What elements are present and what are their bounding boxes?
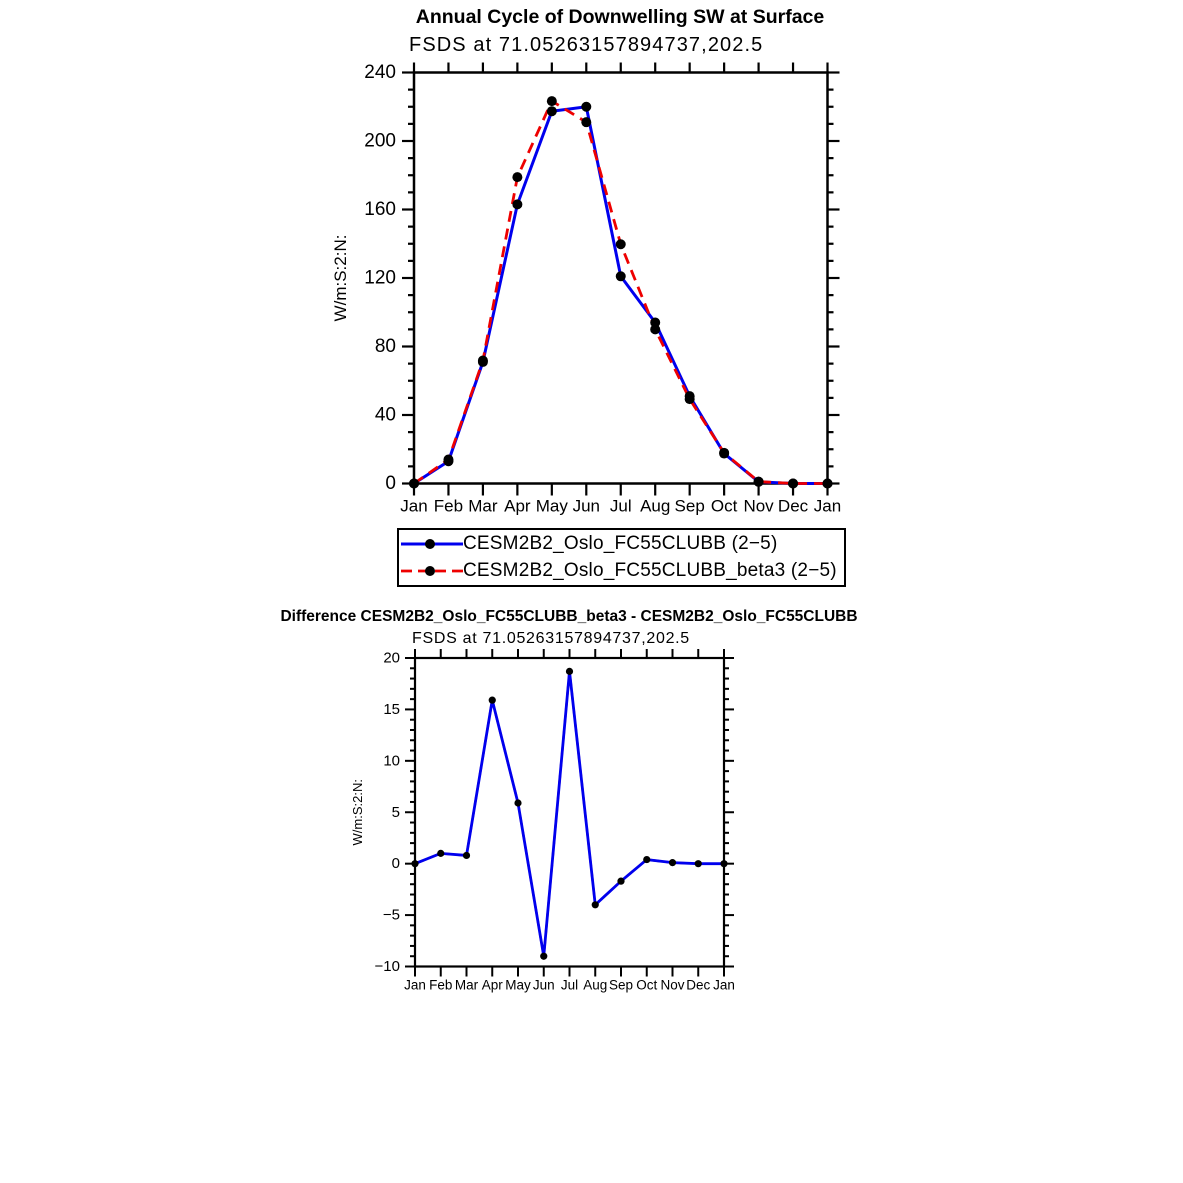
difference-chart-x-tick-labels — [404, 978, 735, 993]
svg-text:10: 10 — [383, 752, 400, 770]
svg-text:Apr: Apr — [504, 496, 531, 516]
legend-item-base — [399, 530, 844, 558]
svg-text:Sep: Sep — [608, 977, 634, 993]
legend-item-beta3 — [399, 558, 844, 586]
svg-text:Dec: Dec — [777, 496, 809, 516]
top-chart-ylabel: W/m:S:2:N: — [331, 234, 350, 322]
top-chart-markers — [409, 96, 833, 488]
difference-chart-subtitle: FSDS at 71.05263157894737,202.5 — [412, 630, 690, 647]
svg-text:Mar: Mar — [468, 496, 498, 516]
top-chart-series-line-0 — [414, 107, 828, 484]
svg-text:160: 160 — [364, 199, 396, 220]
svg-text:Jan: Jan — [404, 977, 426, 993]
svg-text:240: 240 — [364, 62, 396, 83]
svg-text:40: 40 — [374, 404, 396, 426]
svg-text:200: 200 — [364, 130, 396, 152]
svg-text:0: 0 — [385, 473, 396, 494]
svg-text:−10: −10 — [374, 958, 400, 975]
svg-text:Oct: Oct — [636, 977, 658, 993]
top-chart-y-tick-labels — [364, 62, 396, 494]
top-chart-title: Annual Cycle of Downwelling SW at Surface — [415, 6, 825, 28]
svg-text:Jun: Jun — [532, 977, 555, 993]
svg-text:Nov: Nov — [743, 496, 774, 516]
difference-chart-frame — [415, 658, 724, 967]
svg-text:120: 120 — [364, 267, 396, 289]
svg-text:Mar: Mar — [454, 977, 479, 993]
difference-chart-series-line-0 — [415, 671, 724, 956]
legend-sample-line-1 — [399, 559, 463, 583]
svg-text:20: 20 — [383, 649, 400, 667]
difference-chart-markers — [411, 668, 727, 960]
top-chart-subtitle: FSDS at 71.05263157894737,202.5 — [409, 34, 764, 56]
svg-text:Feb: Feb — [433, 496, 464, 516]
svg-text:Apr: Apr — [481, 977, 503, 993]
svg-text:Oct: Oct — [710, 496, 738, 516]
svg-text:Aug: Aug — [640, 496, 671, 516]
legend-marker-dot — [425, 566, 435, 576]
top-chart-series-line-1 — [414, 101, 828, 483]
legend-label-base: CESM2B2_Oslo_FC55CLUBB (2−5) — [463, 532, 778, 554]
top-chart — [331, 62, 841, 516]
svg-text:Sep: Sep — [674, 496, 705, 516]
difference-chart-y-tick-labels — [375, 650, 400, 976]
svg-text:Dec: Dec — [686, 977, 711, 993]
svg-text:−5: −5 — [382, 906, 400, 924]
svg-text:May: May — [535, 496, 568, 516]
svg-text:15: 15 — [383, 700, 400, 718]
legend-marker-dot — [425, 539, 435, 549]
svg-text:Jan: Jan — [400, 496, 428, 516]
svg-text:Feb: Feb — [429, 977, 453, 993]
svg-text:May: May — [505, 977, 531, 993]
svg-text:Nov: Nov — [660, 977, 685, 993]
difference-chart-title: Difference CESM2B2_Oslo_FC55CLUBB_beta3 - CESM2B2_Oslo_FC55CLUBB — [280, 608, 858, 625]
difference-chart-underlay-line — [415, 671, 724, 956]
svg-text:80: 80 — [374, 336, 396, 357]
svg-text:0: 0 — [391, 855, 400, 873]
legend-box — [397, 528, 846, 587]
svg-text:Jul: Jul — [609, 496, 632, 516]
difference-chart-y-ticks — [405, 658, 734, 967]
svg-text:Jan: Jan — [713, 977, 735, 993]
svg-text:Jan: Jan — [813, 496, 842, 516]
difference-chart — [350, 649, 735, 993]
difference-chart-x-ticks — [415, 649, 724, 977]
legend-sample-line-0 — [399, 532, 463, 556]
svg-text:Jul: Jul — [560, 977, 579, 993]
svg-text:Aug: Aug — [583, 977, 608, 993]
legend-label-beta3: CESM2B2_Oslo_FC55CLUBB_beta3 (2−5) — [463, 560, 837, 582]
difference-chart-ylabel: W/m:S:2:N: — [350, 779, 365, 846]
svg-text:Jun: Jun — [572, 496, 601, 516]
svg-text:5: 5 — [391, 803, 400, 821]
top-chart-x-tick-labels — [400, 497, 841, 516]
